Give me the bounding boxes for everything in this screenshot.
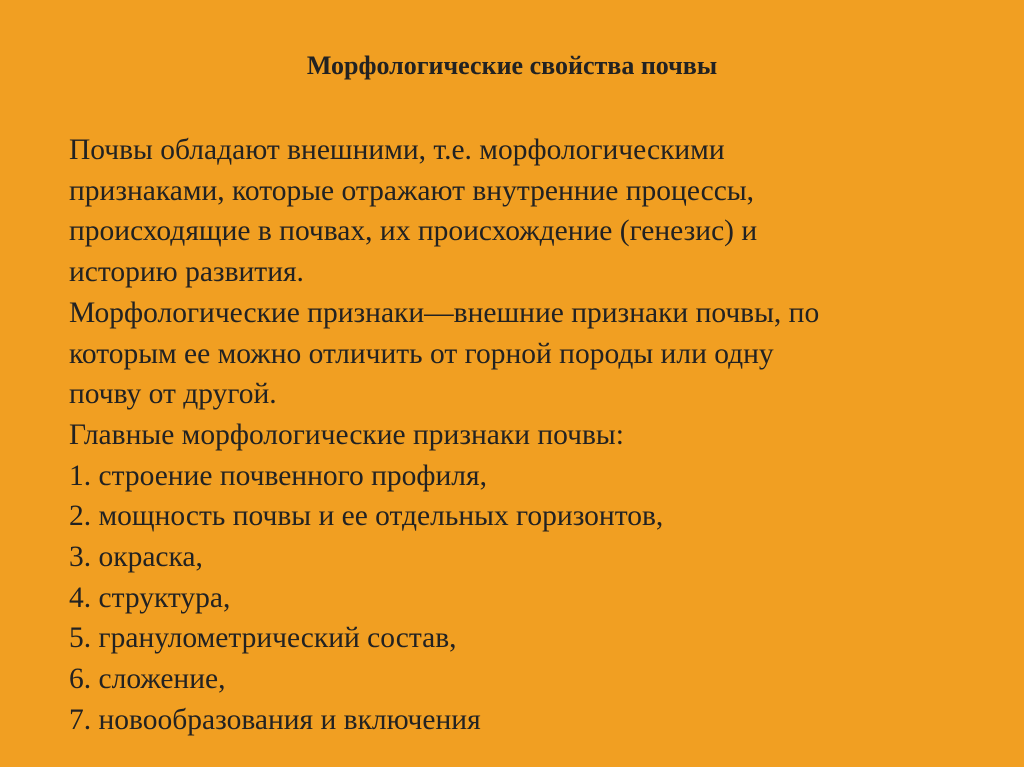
paragraph-line: почву от другой. [69, 378, 277, 411]
paragraph-line: Морфологические признаки—внешние признаки почвы, по [69, 296, 820, 329]
paragraph-line: Почвы обладают внешними, т.е. морфологическими [69, 134, 725, 166]
paragraph-line: признаками, которые отражают внутренние процессы, [69, 174, 755, 207]
list-heading: Главные морфологические признаки почвы: [69, 418, 624, 451]
list-item: 1. строение почвенного профиля, [69, 459, 487, 492]
list-item: 7. новообразования и включения [69, 703, 481, 736]
list-item: 3. окраска, [69, 541, 203, 574]
paragraph-line: происходящие в почвах, их происхождение (генезис) и [69, 215, 758, 248]
list-item: 4. структура, [69, 581, 231, 614]
list-item: 2. мощность почвы и ее отдельных горизонтов, [69, 500, 664, 533]
paragraph-line: которым ее можно отличить от горной породы или одну [69, 337, 774, 370]
list-item: 5. гранулометрический состав, [69, 622, 457, 655]
list-item: 6. сложение, [69, 663, 226, 696]
slide-title: Морфологические свойства почвы [306, 51, 718, 80]
paragraph-line: историю развития. [69, 256, 304, 289]
slide-body [69, 130, 999, 741]
